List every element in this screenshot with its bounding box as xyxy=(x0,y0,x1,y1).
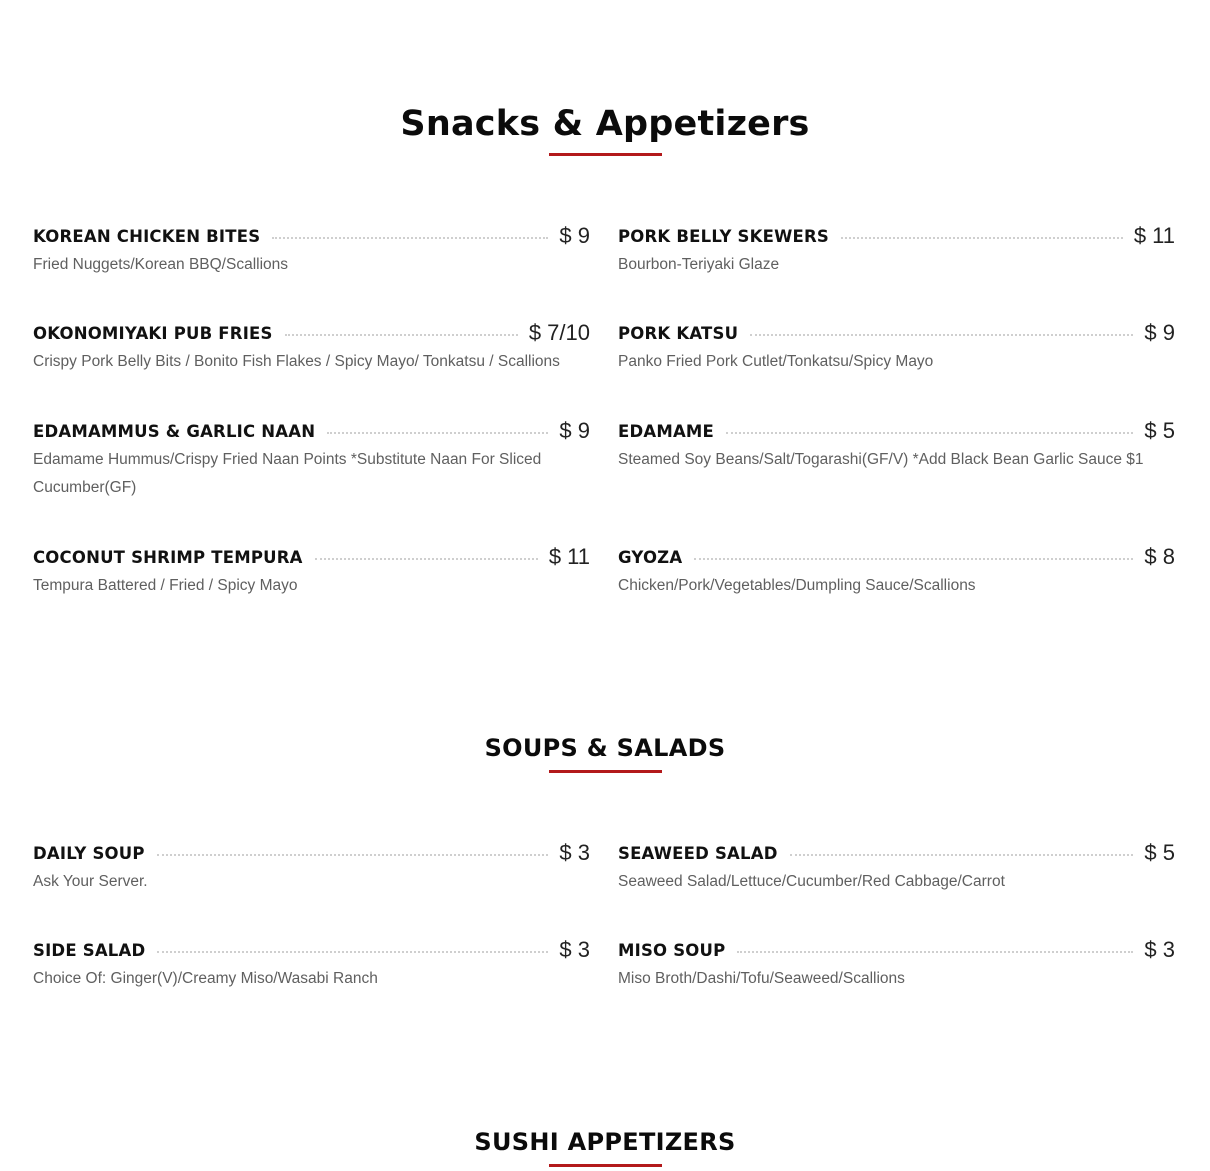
dotted-leader xyxy=(841,237,1123,239)
section-title: Snacks & Appetizers xyxy=(400,104,810,144)
item-name: GYOZA xyxy=(618,547,683,567)
item-name: EDAMAME xyxy=(618,421,715,441)
item-price: $ 9 xyxy=(1144,320,1175,345)
item-price: $ 3 xyxy=(1144,937,1175,962)
item-name: SEAWEED SALAD xyxy=(618,843,778,863)
item-name: SIDE SALAD xyxy=(33,940,146,960)
item-description: Bourbon-Teriyaki Glaze xyxy=(618,256,780,273)
dotted-leader xyxy=(750,334,1133,336)
item-description: Tempura Battered / Fried / Spicy Mayo xyxy=(33,577,298,594)
item-price: $ 11 xyxy=(1133,223,1175,248)
item-description: Choice Of: Ginger(V)/Creamy Miso/Wasabi Ranch xyxy=(33,970,378,987)
dotted-leader xyxy=(694,558,1133,560)
item-name: OKONOMIYAKI PUB FRIES xyxy=(33,323,273,343)
dotted-leader xyxy=(737,951,1133,953)
menu-item xyxy=(33,542,590,600)
item-description: Panko Fried Pork Cutlet/Tonkatsu/Spicy Mayo xyxy=(618,353,934,370)
dotted-leader xyxy=(327,432,548,434)
section-title: SUSHI APPETIZERS xyxy=(474,1128,736,1156)
menu-item xyxy=(618,318,1175,376)
dotted-leader xyxy=(157,854,549,856)
item-price: $ 3 xyxy=(559,840,590,865)
item-description: Steamed Soy Beans/Salt/Togarashi(GF/V) *Add Black Bean Garlic Sauce $1 xyxy=(618,451,1144,468)
item-description: Seaweed Salad/Lettuce/Cucumber/Red Cabbage/Carrot xyxy=(618,873,1005,890)
menu-item xyxy=(618,221,1175,279)
item-price: $ 8 xyxy=(1144,544,1175,569)
item-name: EDAMAMMUS & GARLIC NAAN xyxy=(33,421,316,441)
item-description: Edamame Hummus/Crispy Fried Naan Points *Substitute Naan For Sliced Cucumber(GF) xyxy=(33,451,542,496)
item-description: Ask Your Server. xyxy=(33,873,148,890)
item-price: $ 9 xyxy=(559,223,590,248)
item-name: MISO SOUP xyxy=(618,940,726,960)
item-name: PORK BELLY SKEWERS xyxy=(618,226,829,246)
item-description: Fried Nuggets/Korean BBQ/Scallions xyxy=(33,256,289,273)
title-underline xyxy=(549,1164,662,1167)
menu-item xyxy=(618,838,1175,896)
menu-item xyxy=(618,935,1175,993)
item-description: Crispy Pork Belly Bits / Bonito Fish Flakes / Spicy Mayo/ Tonkatsu / Scallions xyxy=(33,353,560,370)
menu-item xyxy=(33,935,590,993)
item-name: COCONUT SHRIMP TEMPURA xyxy=(33,547,303,567)
item-description: Miso Broth/Dashi/Tofu/Seaweed/Scallions xyxy=(618,970,905,987)
menu-item xyxy=(33,318,590,376)
item-price: $ 9 xyxy=(559,418,590,443)
item-name: DAILY SOUP xyxy=(33,843,145,863)
menu-item xyxy=(33,221,590,279)
item-name: PORK KATSU xyxy=(618,323,739,343)
dotted-leader xyxy=(790,854,1134,856)
item-price: $ 5 xyxy=(1144,840,1175,865)
item-description: Chicken/Pork/Vegetables/Dumpling Sauce/Scallions xyxy=(618,577,976,594)
menu-item xyxy=(33,838,590,896)
title-underline xyxy=(549,153,662,156)
dotted-leader xyxy=(726,432,1133,434)
title-underline xyxy=(549,770,662,773)
section-title: SOUPS & SALADS xyxy=(484,734,726,762)
item-price: $ 3 xyxy=(559,937,590,962)
dotted-leader xyxy=(157,951,548,953)
item-price: $ 5 xyxy=(1144,418,1175,443)
menu-item xyxy=(33,416,590,502)
item-price: $ 7/10 xyxy=(528,320,590,345)
dotted-leader xyxy=(315,558,538,560)
dotted-leader xyxy=(272,237,548,239)
item-price: $ 11 xyxy=(548,544,590,569)
item-name: KOREAN CHICKEN BITES xyxy=(33,226,261,246)
menu-item xyxy=(618,416,1175,474)
dotted-leader xyxy=(285,334,518,336)
menu-item xyxy=(618,542,1175,600)
